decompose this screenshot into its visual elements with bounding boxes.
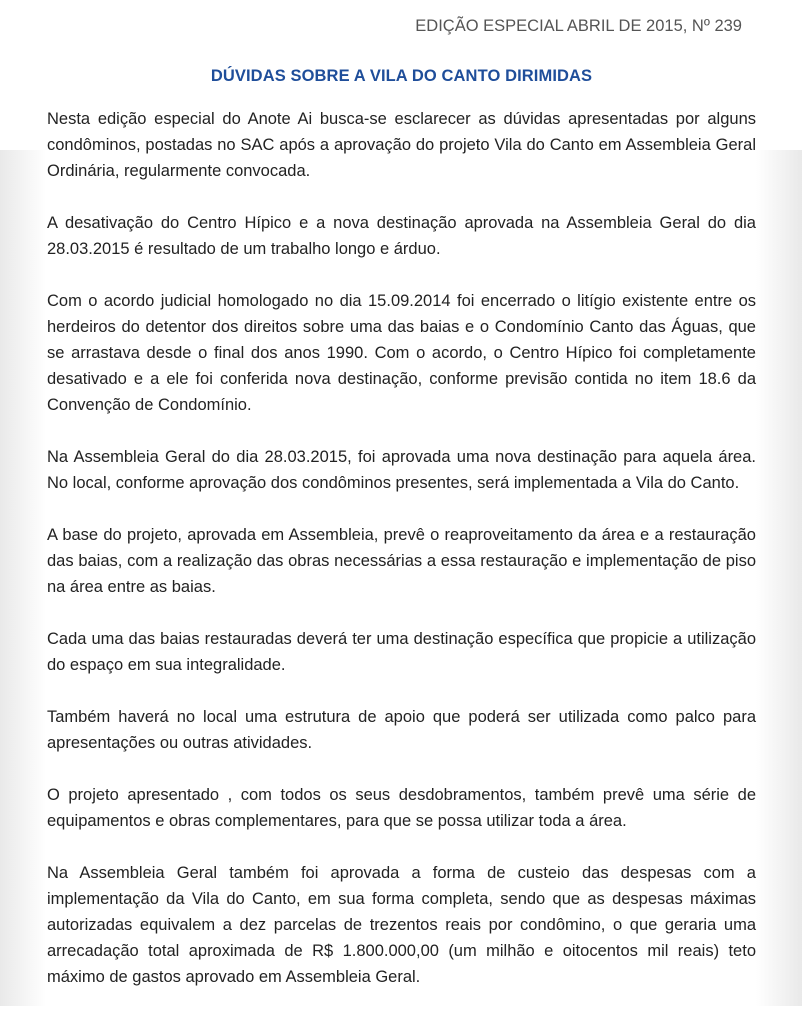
article-paragraph: Na Assembleia Geral também foi aprovada a forma de custeio das despesas com a implementação da Vila do Canto, em sua forma completa, sendo que as despesas máximas autorizadas equivalem a dez parcelas de trezentos reais por condômino, o que geraria uma arrecadação total aproximada de R$ 1.800.000,00 (um milhão e oitocentos mil reais) teto máximo de gastos aprovado em Assembleia Geral.	[47, 864, 756, 986]
article-paragraph: Nesta edição especial do Anote Ai busca-se esclarecer as dúvidas apresentadas por alguns condôminos, postadas no SAC após a aprovação do projeto Vila do Canto em Assembleia Geral Ordinária, regularmente convocada.	[47, 110, 756, 180]
right-page-shadow	[756, 150, 802, 1006]
article-paragraph: A base do projeto, aprovada em Assembleia, prevê o reaproveitamento da área e a restauração das baias, com a realização das obras necessárias a essa restauração e implementação de piso na área entre as baias.	[47, 526, 756, 596]
document-page	[47, 0, 756, 1006]
article-paragraph: Também haverá no local uma estrutura de apoio que poderá ser utilizada como palco para apresentações ou outras atividades.	[47, 708, 756, 752]
left-page-shadow	[0, 150, 46, 1006]
article-body	[47, 106, 756, 1016]
article-paragraph: Na Assembleia Geral do dia 28.03.2015, foi aprovada uma nova destinação para aquela área. No local, conforme aprovação dos condôminos presentes, será implementada a Vila do Canto.	[47, 448, 756, 492]
article-paragraph: O projeto apresentado , com todos os seus desdobramentos, também prevê uma série de equipamentos e obras complementares, para que se possa utilizar toda a área.	[47, 786, 756, 830]
article-paragraph: A desativação do Centro Hípico e a nova destinação aprovada na Assembleia Geral do dia 28.03.2015 é resultado de um trabalho longo e árduo.	[47, 214, 756, 258]
article-paragraph: Cada uma das baias restauradas deverá ter uma destinação específica que propicie a utilização do espaço em sua integralidade.	[47, 630, 756, 674]
edition-header: EDIÇÃO ESPECIAL ABRIL DE 2015, Nº 239	[415, 17, 742, 35]
article-title: DÚVIDAS SOBRE A VILA DO CANTO DIRIMIDAS	[210, 67, 593, 85]
article-paragraph: Com o acordo judicial homologado no dia 15.09.2014 foi encerrado o litígio existente entre os herdeiros do detentor dos direitos sobre uma das baias e o Condomínio Canto das Águas, que se arrastava desde o final dos anos 1990. Com o acordo, o Centro Hípico foi completamente desativado e a ele foi conferida nova destinação, conforme previsão contida no item 18.6 da Convenção de Condomínio.	[47, 292, 756, 414]
